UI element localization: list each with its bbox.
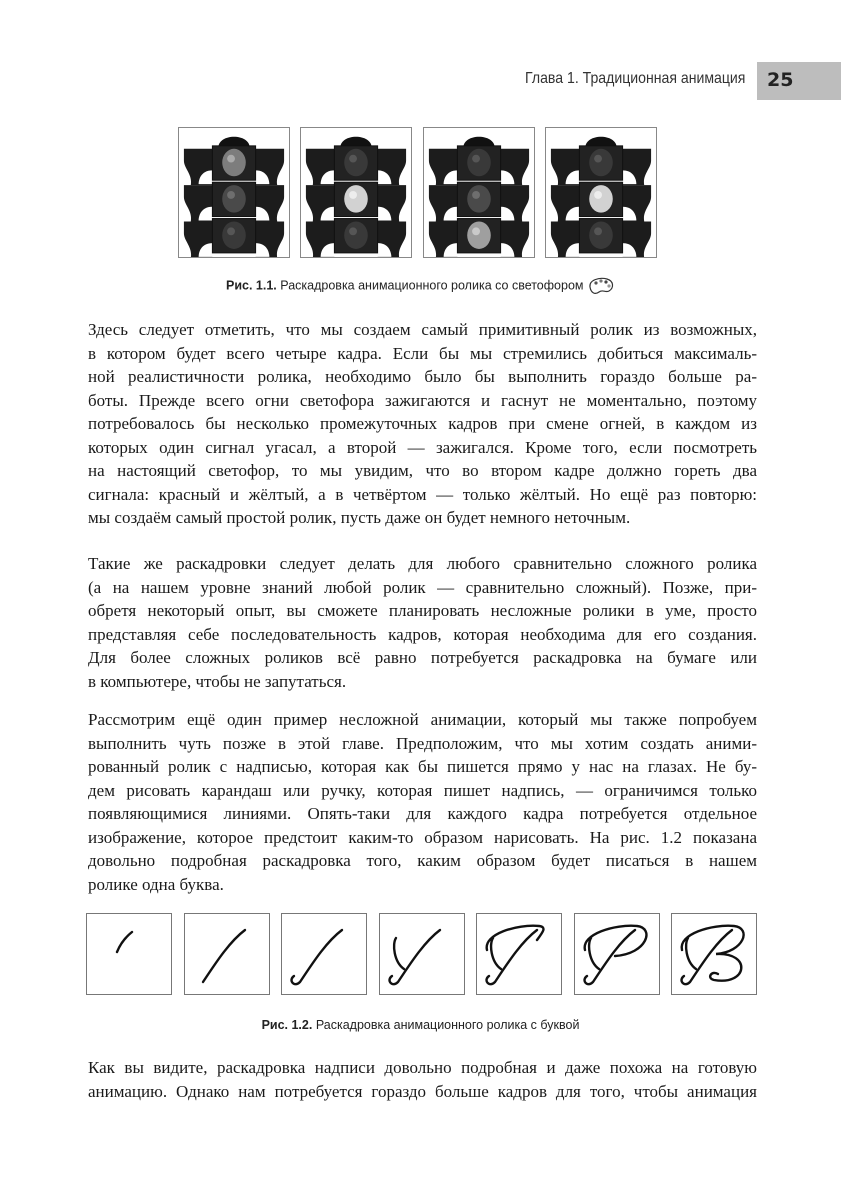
- text-line: выполнить чуть позже в этой главе. Предположим, что мы хотим создать аними-: [88, 733, 757, 753]
- text-line: сигнала: красный и жёлтый, а в четвёртом — только жёлтый. Но ещё раз повторю:: [88, 484, 757, 504]
- text-line: ролике одна буква.: [88, 874, 224, 894]
- script-letter-stroke: [575, 914, 659, 994]
- text-line: боты. Прежде всего огни светофора зажигаются и гаснут не моментально, поэтому: [88, 390, 757, 410]
- traffic-light-frame: [178, 127, 290, 258]
- lamp: [344, 221, 368, 249]
- lamp: [589, 185, 613, 213]
- letter-frame: [281, 913, 367, 995]
- lamp: [467, 221, 491, 249]
- text-line: обретя некоторый опыт, вы сможете планировать несложные ролики в уме, просто: [88, 601, 757, 620]
- text-line: довольно подробная раскадровка того, каким образом будет писаться в нашем: [88, 851, 757, 870]
- text-line: рованный ролик с надписью, которая как бы пишется прямо у нас на глазах. Не бу-: [88, 757, 757, 776]
- page-number: 25: [757, 62, 841, 100]
- text-line: Как вы видите, раскадровка надписи довольно подробная и даже похожа на готовую: [88, 1058, 757, 1077]
- text-line: дем рисовать карандаш или ручку, которая пишет надпись, — ограничимся только: [88, 780, 757, 800]
- letter-frame: [86, 913, 172, 995]
- letter-frame: [671, 913, 757, 995]
- letter-frame: [184, 913, 270, 995]
- paragraph-2: [88, 552, 757, 693]
- lamp: [222, 185, 246, 213]
- palette-icon: [587, 276, 615, 296]
- text-line: представляя себе последовательность кадров, которая необходима для его создания.: [88, 624, 757, 644]
- lamp: [467, 149, 491, 177]
- text-line: Для более сложных роликов всё равно потребуется раскадровка на бумаге или: [88, 648, 757, 667]
- running-header-chapter-title: Глава 1. Традиционная анимация: [524, 70, 745, 87]
- paragraph-4: [88, 1056, 757, 1103]
- traffic-light-frame: [300, 127, 412, 258]
- figure-2-label: Рис. 1.2.: [261, 1018, 313, 1032]
- traffic-light-icon: [179, 128, 289, 257]
- figure-2-caption: [0, 1018, 841, 1032]
- lamp: [344, 185, 368, 213]
- text-line: изображение, которое предстоит каким-то образом нарисовать. На рис. 1.2 показана: [88, 827, 757, 847]
- traffic-light-frame: [423, 127, 535, 258]
- text-line: в котором будет всего четыре кадра. Если бы мы стремились добиться максималь-: [88, 343, 757, 363]
- lamp: [589, 221, 613, 249]
- lamp: [589, 149, 613, 177]
- script-letter-stroke: [672, 914, 756, 994]
- figure-1-text: Раскадровка анимационного ролика со светофором: [280, 278, 584, 293]
- text-line: мы создаём самый простой ролик, пусть даже он будет немного неточным.: [88, 508, 631, 527]
- text-line: появляющимися линиями. Опять-таки для каждого кадра потребуется отдельное: [88, 804, 757, 823]
- script-letter-stroke: [87, 914, 171, 994]
- text-line: потребовалось бы несколько промежуточных кадров при смене огней, в каждом из: [88, 414, 757, 433]
- figure-2-text: Раскадровка анимационного ролика с буквой: [315, 1018, 580, 1032]
- text-line: на настоящий светофор, то мы увидим, что во втором кадре должно гореть два: [88, 461, 757, 480]
- letter-frame: [574, 913, 660, 995]
- letter-frame: [379, 913, 465, 995]
- text-line: анимацию. Однако нам потребуется гораздо больше кадров для того, чтобы анимация: [88, 1081, 757, 1101]
- lamp: [344, 149, 368, 177]
- text-line: Такие же раскадровки следует делать для любого сравнительно сложного ролика: [88, 554, 757, 573]
- text-line: которых один сигнал угасал, а второй — зажигался. Кроме того, если посмотреть: [88, 437, 757, 457]
- text-line: Здесь следует отметить, что мы создаем самый примитивный ролик из возможных,: [88, 320, 757, 339]
- traffic-light-frame: [545, 127, 657, 258]
- traffic-light-icon: [301, 128, 411, 257]
- text-line: (а на нашем уровне знаний любой ролик — сравнительно сложный). Позже, при-: [88, 577, 757, 597]
- paragraph-1: [88, 318, 757, 530]
- text-line: ной реалистичности ролика, необходимо было бы выполнить гораздо больше ра-: [88, 367, 757, 386]
- lamp: [222, 221, 246, 249]
- lamp: [467, 185, 491, 213]
- script-letter-stroke: [282, 914, 366, 994]
- traffic-light-icon: [546, 128, 656, 257]
- script-letter-stroke: [380, 914, 464, 994]
- letter-frame: [476, 913, 562, 995]
- text-line: Рассмотрим ещё один пример несложной анимации, который мы также попробуем: [88, 710, 757, 729]
- paragraph-3: [88, 708, 757, 896]
- figure-1-label: Рис. 1.1.: [226, 278, 277, 293]
- figure-1-caption: [0, 276, 841, 296]
- script-letter-stroke: [185, 914, 269, 994]
- lamp: [222, 149, 246, 177]
- text-line: в компьютере, чтобы не запутаться.: [88, 671, 347, 691]
- traffic-light-icon: [424, 128, 534, 257]
- script-letter-stroke: [477, 914, 561, 994]
